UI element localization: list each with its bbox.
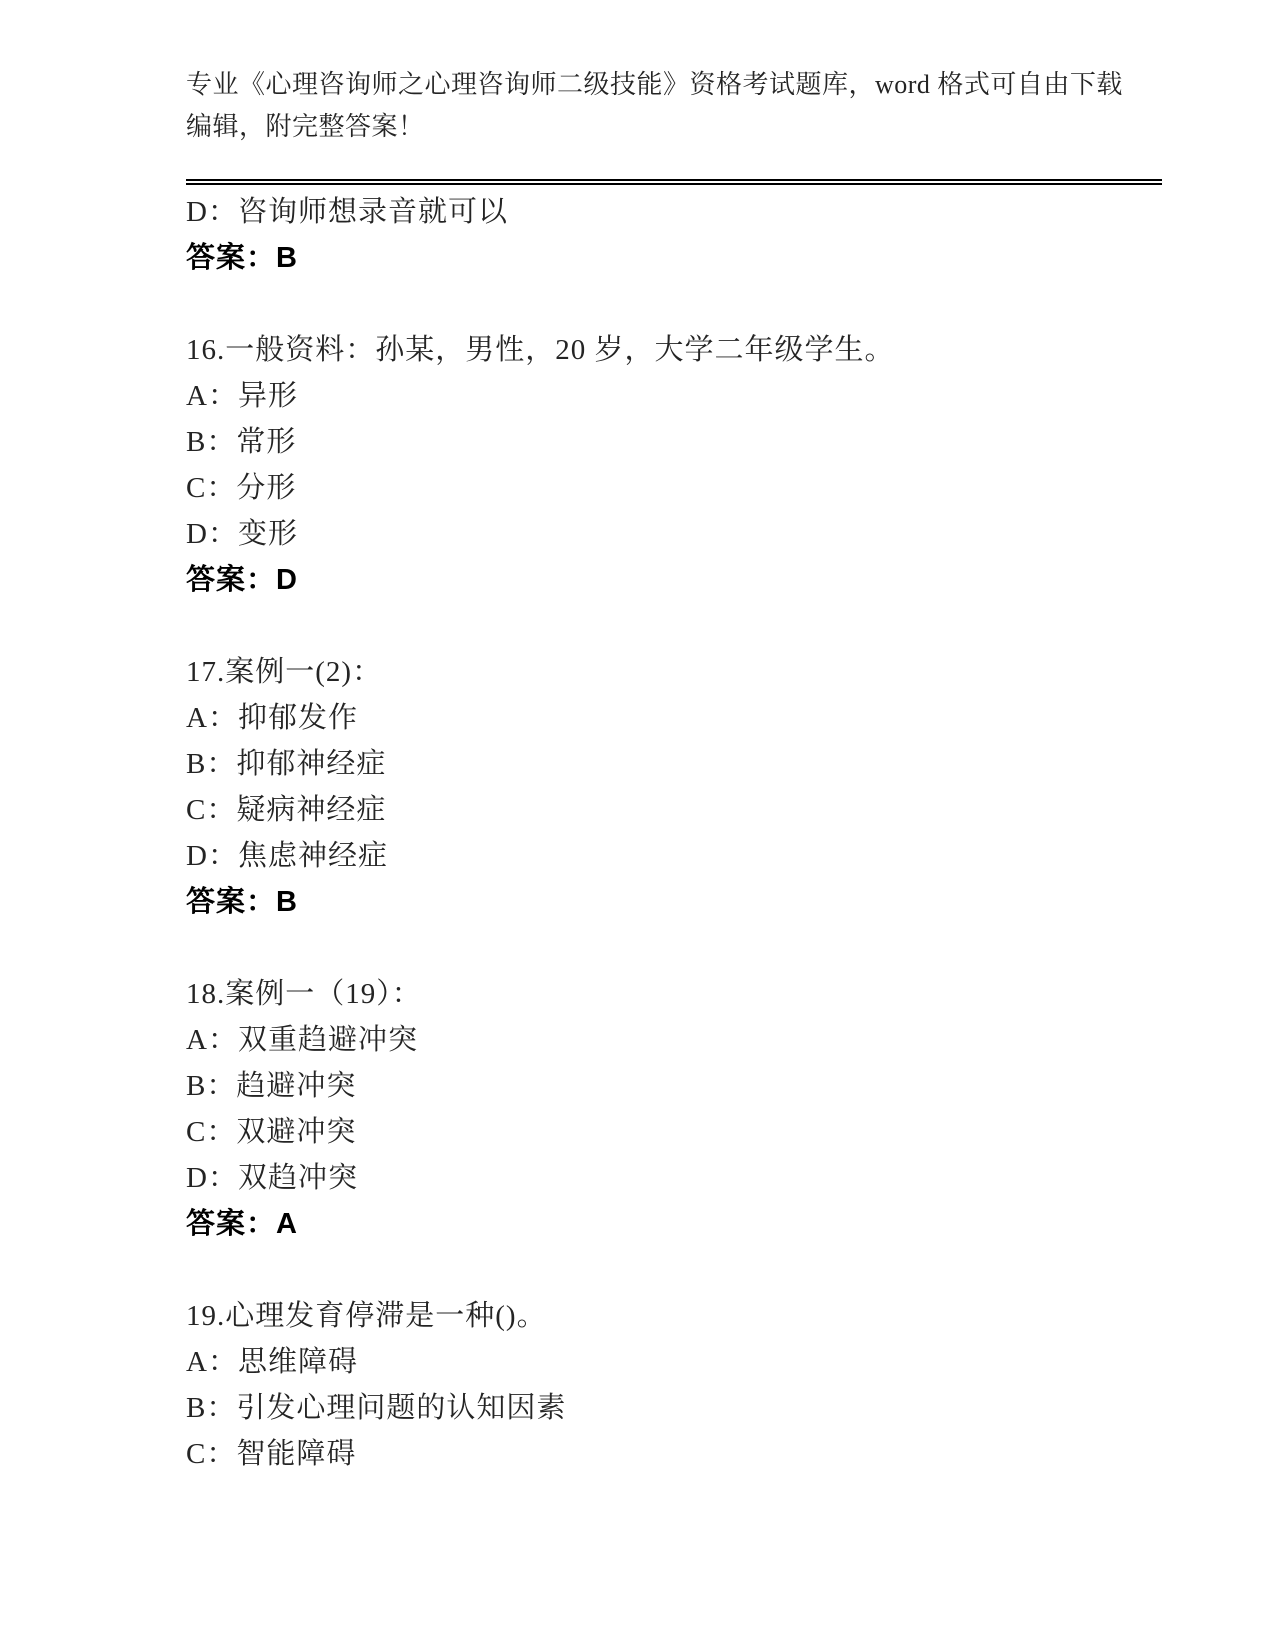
answer-line: 答案：B <box>186 242 298 274</box>
question-line: 16.一般资料：孙某，男性，20 岁，大学二年级学生。 <box>186 334 895 366</box>
option-line: C：智能障碍 <box>186 1438 357 1470</box>
option-line: A：抑郁发作 <box>186 702 358 734</box>
option-line: D：焦虑神经症 <box>186 840 388 872</box>
option-line: A：双重趋避冲突 <box>186 1024 418 1056</box>
answer-line: 答案：B <box>186 886 298 918</box>
option-line: D：双趋冲突 <box>186 1162 358 1194</box>
option-line: B：常形 <box>186 426 297 458</box>
option-line: D：咨询师想录音就可以 <box>186 196 508 228</box>
page-header <box>186 0 1162 179</box>
header-text-line-2: 编辑，附完整答案！ <box>186 112 425 141</box>
option-line: A：思维障碍 <box>186 1346 358 1378</box>
header-text-line-1: 专业《心理咨询师之心理咨询师二级技能》资格考试题库，word 格式可自由下载 <box>186 70 1123 99</box>
questions-section <box>186 185 1162 1477</box>
question-line: 18.案例一（19）： <box>186 978 422 1010</box>
page-body-column <box>186 0 1162 1477</box>
option-line: B：抑郁神经症 <box>186 748 387 780</box>
question-line: 19.心理发育停滞是一种()。 <box>186 1300 547 1332</box>
option-line: C：双避冲突 <box>186 1116 357 1148</box>
option-line: B：引发心理问题的认知因素 <box>186 1392 567 1424</box>
question-line: 17.案例一(2)： <box>186 656 383 688</box>
answer-line: 答案：A <box>186 1208 298 1240</box>
option-line: C：分形 <box>186 472 297 504</box>
option-line: A：异形 <box>186 380 298 412</box>
option-line: C：疑病神经症 <box>186 794 387 826</box>
option-line: B：趋避冲突 <box>186 1070 357 1102</box>
answer-line: 答案：D <box>186 564 298 596</box>
option-line: D：变形 <box>186 518 298 550</box>
